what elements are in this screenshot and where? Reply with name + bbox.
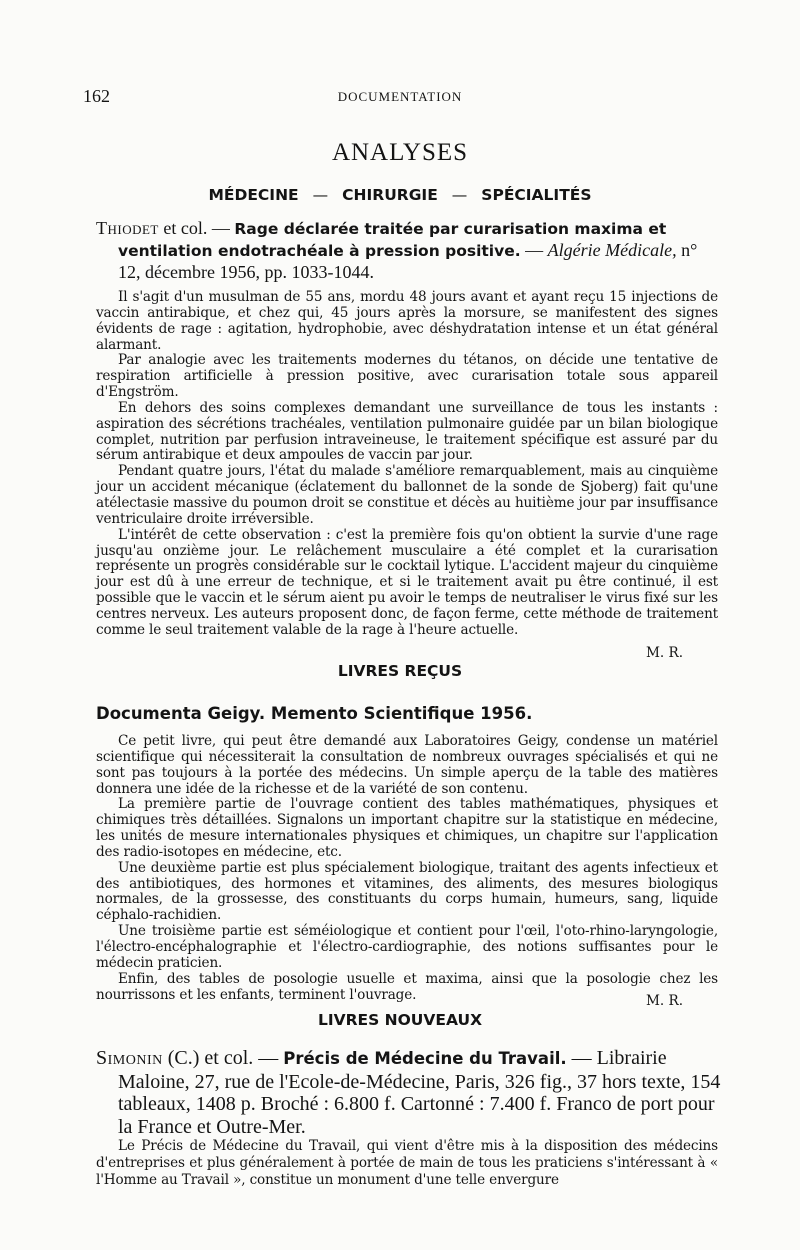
paragraph: L'intérêt de cette observation : c'est la première fois qu'on obtient la survie d'une rage jusqu'au onzième jour. Le relâchement musculaire a été complet et la curarisation représente un progrès considérable sur le cocktail lytique. L'accident majeur du cinquième jour est dû à une erreur de technique, et si le traitement avait pu être continué, il est possible que le vaccin et le sérum aient pu avoir le temps de neutraliser le virus fixé sur les centres nerveux. Les auteurs proposent donc, de façon ferme, cette méthode de traitement comme le seul traitement valable de la rage à l'heure actuelle.	[96, 526, 718, 638]
heading-part: SPÉCIALITÉS	[481, 186, 592, 204]
paragraph: Pendant quatre jours, l'état du malade s'améliore remarquablement, mais au cinquième jour un accident mécanique (éclatement du ballonnet de la sonde de Sjoberg) fait qu'une atélectasie massive du poumon droit se constitue et décès au huitième jour par insuffisance ventriculaire droite irréversible.	[96, 463, 718, 527]
main-title: ANALYSES	[331, 139, 469, 166]
paragraph: Une deuxième partie est plus spécialement biologique, traitant des agents infectieux et des antibiotiques, des hormones et vitamines, des aliments, des mesures biologiqus normales, de la grossesse, des constituants du corps humain, humeurs, sang, liquide céphalo-rachidien.	[96, 859, 718, 924]
paragraph: Il s'agit d'un musulman de 55 ans, mordu 48 jours avant et ayant reçu 15 injections de vaccin antirabique, et chez qui, 45 jours après la morsure, se manifestent des signes évidents de rage : agitation, hydrophobie, avec déshydratation intense et un état général alarmant.	[96, 289, 718, 353]
signature: M. R.	[646, 993, 684, 1009]
paragraph: Une troisième partie est séméiologique et contient pour l'œil, l'oto-rhino-laryngologie, l'électro-encéphalographie et l'électro-cardiographie, des notions suffisantes pour le médecin praticien.	[96, 923, 718, 971]
ref-journal: Algérie Médicale,	[547, 240, 677, 260]
section-heading-livres-recus: LIVRES REÇUS	[337, 662, 463, 680]
heading-part: CHIRURGIE	[342, 186, 438, 204]
ref-sep: —	[520, 240, 548, 260]
heading-dash: —	[312, 186, 329, 204]
signature: M. R.	[646, 645, 684, 661]
heading-part: MÉDECINE	[208, 186, 299, 204]
paragraph: Par analogie avec les traitements modernes du tétanos, on décide une tentative de respiration artificielle à pression positive, avec curarisation totale sous appareil d'Engström.	[96, 352, 718, 401]
heading-dash: —	[451, 186, 468, 204]
paragraph: Enfin, des tables de posologie usuelle et maxima, ainsi que la posologie chez les nourrissons et les enfants, terminent l'ouvrage.	[96, 970, 718, 1003]
ref-author: Thiodet	[96, 218, 159, 238]
ref-details: n° 12, décembre 1956, pp. 1033-1044.	[118, 240, 698, 282]
ref-title: Rage déclarée traitée par curarisation maxima et ventilation endotrachéale à pression positive.	[118, 220, 667, 260]
running-title: DOCUMENTATION	[337, 89, 463, 104]
paragraph: Le Précis de Médecine du Travail, qui vient d'être mis à la disposition des médecins d'entreprises et plus généralement à portée de main de tous les praticiens s'intéressant à « l'Homme au Travail », constitue un monument d'une telle envergure	[96, 1138, 718, 1188]
paragraph: La première partie de l'ouvrage contient des tables mathématiques, physiques et chimiques très détaillées. Signalons un important chapitre sur la statistique en médecine, les unités de mesure internationales physiques et chimiques, un chapitre sur l'application des radio-isotopes en médecine, etc.	[96, 796, 718, 860]
ref-author-suffix: et col. —	[158, 218, 235, 238]
section-heading-medecine	[0, 186, 800, 204]
book-reference	[96, 1047, 724, 1138]
section-heading-livres-nouveaux: LIVRES NOUVEAUX	[317, 1011, 483, 1029]
book-title: Documenta Geigy. Memento Scientifique 1956.	[96, 704, 533, 723]
paragraph: Ce petit livre, qui peut être demandé aux Laboratoires Geigy, condense un matériel scientifique qui nécessiterait la consultation de nombreux ouvrages spécialisés et qui ne sont pas toujours à la portée des médecins. Un simple aperçu de la table des matières donnera une idée de la richesse et de la variété de son contenu.	[96, 733, 718, 797]
review-body	[96, 734, 718, 1003]
ref-title: Précis de Médecine du Travail.	[283, 1049, 567, 1068]
article-reference	[96, 218, 718, 283]
page-number: 162	[83, 86, 110, 106]
paragraph: En dehors des soins complexes demandant une surveillance de tous les instants : aspiration des sécrétions trachéales, ventilation pulmonaire guidée par un bilan biologique complet, nutrition par perfusion intraveineuse, le traitement spécifique est assuré par du sérum antirabique et deux ampoules de vaccin par jour.	[96, 399, 718, 464]
book-body	[96, 1138, 718, 1189]
ref-author-suffix: (C.) et col. —	[162, 1047, 284, 1069]
ref-details: — Librairie Maloine, 27, rue de l'Ecole-de-Médecine, Paris, 326 fig., 37 hors texte, 154 tableaux, 1408 p. Broché : 6.800 f. Cartonné : 7.400 f. Franco de port pour la France et Outre-Mer.	[118, 1047, 721, 1138]
article-body	[96, 290, 718, 639]
ref-author: Simonin	[96, 1047, 163, 1069]
